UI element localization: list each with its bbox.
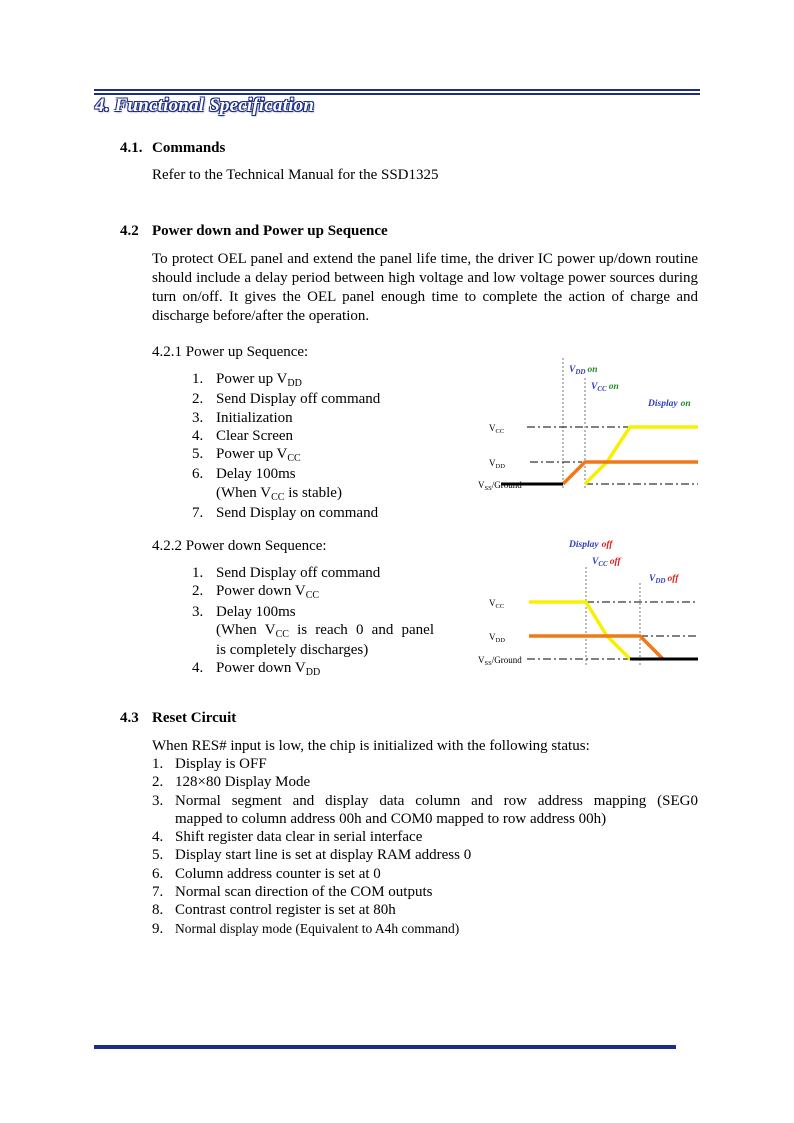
- vdd-off-curve: [529, 636, 663, 659]
- vdd-on-curve: [563, 462, 698, 484]
- vss-axis-label: $V_{SS}$/Ground: [478, 480, 522, 492]
- vcc-off-label: $V_{CC}$ off: [592, 557, 621, 568]
- power-up-heading: 4.2.1 Power up Sequence:: [152, 344, 309, 360]
- vdd-off-label: $V_{DD}$ off: [649, 574, 679, 585]
- list-item: 1. Power up $V_{DD}$: [192, 371, 302, 389]
- power-sequence-paragraph: To protect OEL panel and extend the panel life time, the driver IC power up/down routine should include a delay period between high voltage and low voltage power sources during turn on/off. It gives the OEL panel enough time to complete the action of charge and discharge before/after the operation.: [152, 251, 698, 324]
- vcc-on-label: $V_{CC}$ on: [591, 382, 619, 393]
- list-item: 9. Normal display mode (Equivalent to A4h command): [152, 920, 460, 937]
- list-item: 8. Contrast control register is set at 80h: [152, 902, 396, 919]
- vdd-axis-label: $V_{DD}$: [489, 632, 505, 644]
- heading-4-1: 4.1. Commands: [120, 140, 226, 156]
- vcc-on-curve: [585, 427, 698, 484]
- heading-4-2: 4.2 Power down and Power up Sequence: [120, 223, 388, 239]
- power-down-heading: 4.2.2 Power down Sequence:: [152, 538, 327, 554]
- display-on-label: Display on: [648, 399, 691, 409]
- list-item: 4. Shift register data clear in serial interface: [152, 829, 423, 846]
- vcc-off-curve: [529, 602, 630, 659]
- reset-intro: When RES# input is low, the chip is initialized with the following status:: [152, 738, 590, 754]
- list-item: 1. Display is OFF: [152, 756, 267, 772]
- list-item: 3. Delay 100ms (When $V_{CC}$ is reach 0 and panel is completely discharges): [192, 603, 434, 659]
- commands-text: Refer to the Technical Manual for the SSD1325: [152, 167, 439, 183]
- list-item: 2. Power down $V_{CC}$: [192, 583, 320, 602]
- list-item: 7. Normal scan direction of the COM outputs: [152, 884, 433, 901]
- list-item: 5. Power up $V_{CC}$: [192, 446, 301, 465]
- list-item: 2. 128×80 Display Mode: [152, 774, 311, 791]
- list-item: 3. Normal segment and display data column and row address mapping (SEG0 mapped to column address 00h and COM0 mapped to row address 00h): [152, 792, 698, 827]
- list-item: 1. Send Display off command: [192, 565, 381, 581]
- power-up-list: [192, 370, 462, 522]
- reset-status-list: [152, 755, 698, 938]
- footer-rule: [94, 1045, 676, 1049]
- display-off-label: Display off: [569, 540, 613, 550]
- vdd-on-label: $V_{DD}$ on: [569, 365, 598, 376]
- vcc-axis-label: $V_{CC}$: [489, 423, 505, 435]
- power-down-list: [192, 564, 434, 680]
- list-item: 6. Delay 100ms (When $V_{CC}$ is stable): [192, 466, 342, 503]
- list-item: 4. Power down $V_{DD}$: [192, 660, 321, 679]
- list-item: 7. Send Display on command: [192, 505, 379, 522]
- list-item: 3. Initialization: [192, 409, 293, 426]
- section-title: 4. Functional Specification: [95, 95, 315, 116]
- heading-4-3: 4.3 Reset Circuit: [120, 710, 237, 726]
- vcc-axis-label: $V_{CC}$: [489, 598, 505, 610]
- list-item: 5. Display start line is set at display RAM address 0: [152, 847, 472, 864]
- list-item: 4. Clear Screen: [192, 427, 294, 444]
- list-item: 6. Column address counter is set at 0: [152, 865, 381, 882]
- vdd-axis-label: $V_{DD}$: [489, 458, 505, 470]
- power-down-timing-diagram: [470, 535, 702, 670]
- power-up-timing-diagram: [470, 358, 702, 496]
- list-item: 2. Send Display off command: [192, 391, 381, 408]
- vss-axis-label: $V_{SS}$/Ground: [478, 655, 522, 667]
